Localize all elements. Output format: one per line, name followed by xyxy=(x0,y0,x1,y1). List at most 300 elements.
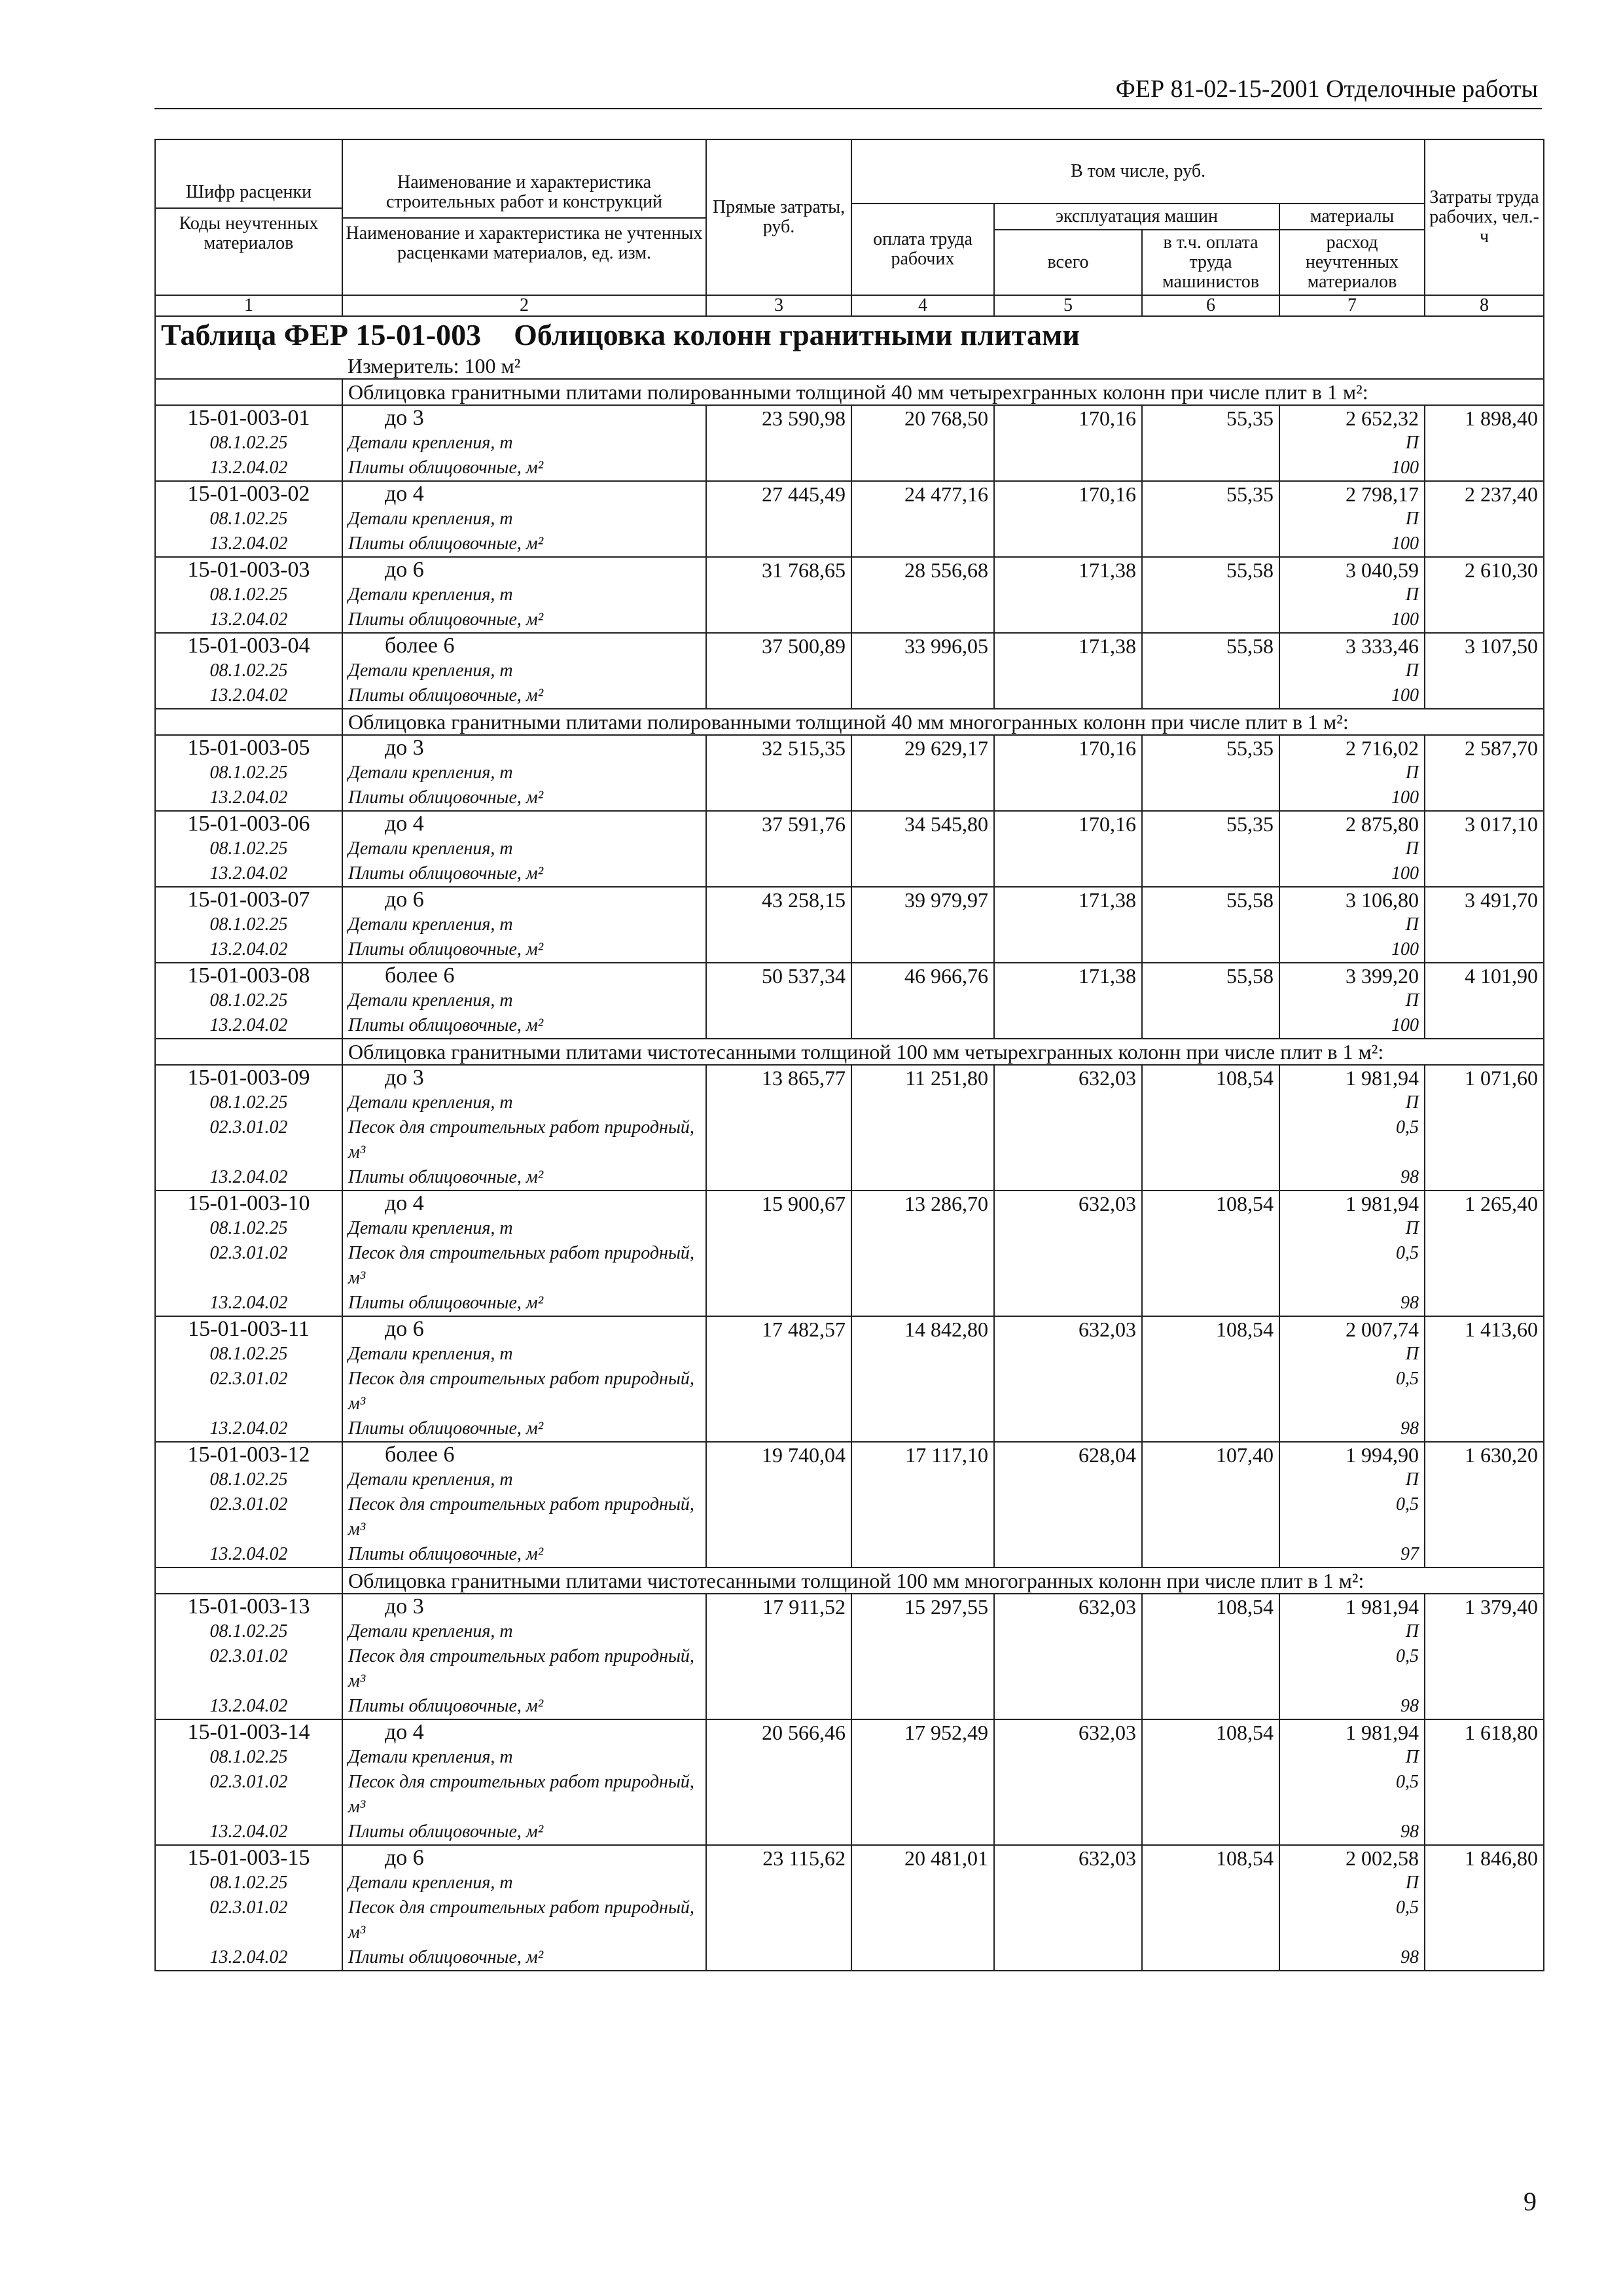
material-code: 08.1.02.25 xyxy=(209,914,288,935)
rate-work-name: до 3 xyxy=(385,736,424,760)
machines-wages-cost: 55,35 xyxy=(1142,481,1279,557)
rate-row xyxy=(155,1316,1544,1442)
material-quantity: П xyxy=(1405,838,1419,859)
header-materials-consumption: расход неучтенных материалов xyxy=(1279,230,1425,295)
material-code: 13.2.04.02 xyxy=(209,1015,288,1035)
labor-cost: 1 618,80 xyxy=(1425,1719,1544,1845)
material-quantity: 98 xyxy=(1400,1293,1419,1313)
header-machines-total: всего xyxy=(994,230,1142,295)
direct-cost: 37 500,89 xyxy=(706,633,851,709)
material-name: Детали крепления, т xyxy=(348,1092,513,1113)
rate-row xyxy=(155,405,1544,481)
material-quantity: П xyxy=(1405,433,1419,453)
rate-name-cell xyxy=(342,963,706,1039)
material-name: Детали крепления, т xyxy=(348,1218,513,1238)
rate-name-cell xyxy=(342,887,706,963)
materials-cost: 3 106,80 xyxy=(1346,888,1419,912)
material-name: Плиты облицовочные, м² xyxy=(348,939,544,960)
rate-name-cell xyxy=(342,1442,706,1568)
rate-code: 15-01-003-02 xyxy=(187,482,310,506)
rate-code: 15-01-003-15 xyxy=(187,1846,310,1870)
material-quantity: 100 xyxy=(1391,685,1419,706)
material-name: Песок для строительных работ природный, м³ xyxy=(348,1897,694,1943)
material-name: Плиты облицовочные, м² xyxy=(348,1544,544,1564)
machines-wages-cost: 55,58 xyxy=(1142,633,1279,709)
material-name: Детали крепления, т xyxy=(348,1469,513,1490)
labor-cost: 4 101,90 xyxy=(1425,963,1544,1039)
material-code: 08.1.02.25 xyxy=(209,1873,288,1893)
rate-work-name: до 6 xyxy=(385,1846,424,1870)
machines-wages-cost: 108,54 xyxy=(1142,1719,1279,1845)
spacer xyxy=(158,1920,339,1945)
labor-cost: 3 017,10 xyxy=(1425,811,1544,887)
material-name: Детали крепления, т xyxy=(348,838,513,859)
material-code: 02.3.01.02 xyxy=(209,1243,288,1263)
material-quantity: 0,5 xyxy=(1396,1369,1419,1389)
rate-code: 15-01-003-01 xyxy=(187,406,310,430)
rate-name-cell xyxy=(342,1191,706,1316)
material-quantity: 97 xyxy=(1400,1544,1419,1564)
material-name: Плиты облицовочные, м² xyxy=(348,1696,544,1716)
materials-cost: 1 981,94 xyxy=(1346,1721,1419,1744)
rate-name-cell xyxy=(342,1316,706,1442)
rate-row xyxy=(155,963,1544,1039)
spacer xyxy=(158,1391,339,1416)
materials-cost: 2 798,17 xyxy=(1346,482,1419,506)
rate-code: 15-01-003-14 xyxy=(187,1720,310,1744)
labor-cost: 1 379,40 xyxy=(1425,1594,1544,1719)
rate-work-name: до 4 xyxy=(385,812,424,836)
material-name: Плиты облицовочные, м² xyxy=(348,1418,544,1439)
material-code: 13.2.04.02 xyxy=(209,1293,288,1313)
rate-code-cell xyxy=(155,811,342,887)
direct-cost: 17 482,57 xyxy=(706,1316,851,1442)
material-quantity: П xyxy=(1405,762,1419,783)
machines-wages-cost: 55,58 xyxy=(1142,557,1279,633)
material-code: 08.1.02.25 xyxy=(209,509,288,529)
labor-cost: 2 587,70 xyxy=(1425,735,1544,811)
material-quantity: 0,5 xyxy=(1396,1772,1419,1792)
section-row xyxy=(155,1039,1544,1065)
table-header xyxy=(155,139,1544,316)
labor-cost: 3 107,50 xyxy=(1425,633,1544,709)
header-code-cell xyxy=(155,139,342,295)
material-code: 08.1.02.25 xyxy=(209,1344,288,1364)
direct-cost: 32 515,35 xyxy=(706,735,851,811)
labor-cost: 3 491,70 xyxy=(1425,887,1544,963)
material-name: Плиты облицовочные, м² xyxy=(348,787,544,808)
materials-cell xyxy=(1279,1845,1425,1971)
spacer xyxy=(158,1795,339,1820)
material-name: Плиты облицовочные, м² xyxy=(348,1947,544,1967)
material-name: Песок для строительных работ природный, м³ xyxy=(348,1772,694,1817)
rate-code-cell xyxy=(155,557,342,633)
materials-cost: 2 875,80 xyxy=(1346,812,1419,836)
column-number: 4 xyxy=(851,295,994,316)
table-title-code: Таблица ФЕР 15-01-003 xyxy=(161,318,482,351)
material-code: 13.2.04.02 xyxy=(209,1418,288,1439)
measure-empty-cell xyxy=(155,353,342,379)
material-quantity: П xyxy=(1405,509,1419,529)
material-quantity: 98 xyxy=(1400,1696,1419,1716)
rate-code-cell xyxy=(155,963,342,1039)
header-rule xyxy=(154,108,1542,109)
materials-cell xyxy=(1279,811,1425,887)
material-quantity: 0,5 xyxy=(1396,1897,1419,1918)
material-quantity: П xyxy=(1405,1344,1419,1364)
material-quantity: 98 xyxy=(1400,1821,1419,1842)
material-name: Плиты облицовочные, м² xyxy=(348,457,544,478)
material-code: 02.3.01.02 xyxy=(209,1117,288,1138)
direct-cost: 50 537,34 xyxy=(706,963,851,1039)
material-code: 13.2.04.02 xyxy=(209,787,288,808)
rate-work-name: более 6 xyxy=(385,634,455,658)
machines-total-cost: 632,03 xyxy=(994,1594,1142,1719)
wages-cost: 29 629,17 xyxy=(851,735,994,811)
material-quantity: 100 xyxy=(1391,1015,1419,1035)
rate-work-name: до 3 xyxy=(385,1066,424,1090)
header-code-bottom: Коды неучтенных материалов xyxy=(179,213,319,253)
spacer xyxy=(158,1266,339,1291)
table-title-name: Облицовка колонн гранитными плитами xyxy=(514,318,1080,351)
machines-wages-cost: 55,58 xyxy=(1142,963,1279,1039)
labor-cost: 1 630,20 xyxy=(1425,1442,1544,1568)
material-code: 13.2.04.02 xyxy=(209,685,288,706)
material-name: Детали крепления, т xyxy=(348,1621,513,1641)
material-name: Детали крепления, т xyxy=(348,1873,513,1893)
machines-wages-cost: 107,40 xyxy=(1142,1442,1279,1568)
measure-row xyxy=(155,353,1544,379)
rate-row xyxy=(155,1719,1544,1845)
section-title: Облицовка гранитными плитами полированными толщиной 40 мм четырехгранных колонн при числе плит в 1 м²: xyxy=(342,379,1544,405)
rate-code-cell xyxy=(155,481,342,557)
materials-cost: 1 981,94 xyxy=(1346,1595,1419,1619)
rate-name-cell xyxy=(342,1719,706,1845)
rate-code: 15-01-003-06 xyxy=(187,812,310,836)
wages-cost: 20 768,50 xyxy=(851,405,994,481)
machines-wages-cost: 55,35 xyxy=(1142,405,1279,481)
material-quantity: П xyxy=(1405,584,1419,605)
spacer xyxy=(1285,1795,1419,1820)
direct-cost: 31 768,65 xyxy=(706,557,851,633)
rate-code-cell xyxy=(155,405,342,481)
materials-cost: 3 333,46 xyxy=(1346,634,1419,658)
machines-total-cost: 171,38 xyxy=(994,633,1142,709)
material-quantity: П xyxy=(1405,1621,1419,1641)
material-code: 02.3.01.02 xyxy=(209,1897,288,1918)
machines-wages-cost: 108,54 xyxy=(1142,1845,1279,1971)
direct-cost: 15 900,67 xyxy=(706,1191,851,1316)
wages-cost: 34 545,80 xyxy=(851,811,994,887)
section-title: Облицовка гранитными плитами полированными толщиной 40 мм многогранных колонн при числе плит в 1 м²: xyxy=(342,709,1544,735)
material-name: Детали крепления, т xyxy=(348,990,513,1011)
header-machines-wages: в т.ч. оплата труда машинистов xyxy=(1142,230,1279,295)
rate-code-cell xyxy=(155,633,342,709)
machines-total-cost: 632,03 xyxy=(994,1065,1142,1191)
machines-wages-cost: 55,58 xyxy=(1142,887,1279,963)
material-name: Плиты облицовочные, м² xyxy=(348,533,544,554)
rate-code-cell xyxy=(155,1442,342,1568)
material-name: Плиты облицовочные, м² xyxy=(348,1293,544,1313)
section-empty-cell xyxy=(155,709,342,735)
material-code: 08.1.02.25 xyxy=(209,838,288,859)
rates-table xyxy=(154,139,1544,1971)
material-code: 08.1.02.25 xyxy=(209,660,288,681)
direct-cost: 23 115,62 xyxy=(706,1845,851,1971)
wages-cost: 17 117,10 xyxy=(851,1442,994,1568)
labor-cost: 1 846,80 xyxy=(1425,1845,1544,1971)
material-name: Песок для строительных работ природный, м³ xyxy=(348,1646,694,1691)
rate-work-name: до 6 xyxy=(385,1317,424,1341)
materials-cell xyxy=(1279,887,1425,963)
material-quantity: 100 xyxy=(1391,787,1419,808)
table-title-cell xyxy=(155,316,1544,353)
material-quantity: 100 xyxy=(1391,457,1419,478)
direct-cost: 13 865,77 xyxy=(706,1065,851,1191)
material-quantity: 0,5 xyxy=(1396,1243,1419,1263)
spacer xyxy=(1285,1266,1419,1291)
rate-row xyxy=(155,1594,1544,1719)
material-code: 08.1.02.25 xyxy=(209,433,288,453)
table-title-row xyxy=(155,316,1544,353)
machines-total-cost: 170,16 xyxy=(994,405,1142,481)
rate-name-cell xyxy=(342,481,706,557)
material-code: 02.3.01.02 xyxy=(209,1772,288,1792)
column-number: 3 xyxy=(706,295,851,316)
materials-cost: 2 716,02 xyxy=(1346,736,1419,760)
header-machines: эксплуатация машин xyxy=(994,204,1279,230)
section-row xyxy=(155,709,1544,735)
section-row xyxy=(155,379,1544,405)
machines-total-cost: 628,04 xyxy=(994,1442,1142,1568)
labor-cost: 1 071,60 xyxy=(1425,1065,1544,1191)
rate-work-name: до 6 xyxy=(385,888,424,912)
column-number: 2 xyxy=(342,295,706,316)
measure-cell: Измеритель: 100 м² xyxy=(342,353,1544,379)
material-code: 08.1.02.25 xyxy=(209,1092,288,1113)
machines-wages-cost: 55,35 xyxy=(1142,735,1279,811)
material-quantity: 100 xyxy=(1391,863,1419,884)
material-name: Плиты облицовочные, м² xyxy=(348,1821,544,1842)
rate-row xyxy=(155,481,1544,557)
rate-work-name: более 6 xyxy=(385,1443,455,1467)
rate-row xyxy=(155,811,1544,887)
column-number: 8 xyxy=(1425,295,1544,316)
column-number: 7 xyxy=(1279,295,1425,316)
material-name: Детали крепления, т xyxy=(348,509,513,529)
rate-name-cell xyxy=(342,811,706,887)
spacer xyxy=(158,1669,339,1694)
rate-code: 15-01-003-08 xyxy=(187,963,310,988)
spacer xyxy=(158,1517,339,1542)
labor-cost: 2 610,30 xyxy=(1425,557,1544,633)
material-name: Детали крепления, т xyxy=(348,584,513,605)
rate-code: 15-01-003-07 xyxy=(187,888,310,912)
material-quantity: П xyxy=(1405,1218,1419,1238)
wages-cost: 14 842,80 xyxy=(851,1316,994,1442)
rate-code-cell xyxy=(155,735,342,811)
machines-total-cost: 632,03 xyxy=(994,1316,1142,1442)
document-header-title: ФЕР 81-02-15-2001 Отделочные работы xyxy=(1115,75,1538,103)
material-quantity: 98 xyxy=(1400,1418,1419,1439)
rate-work-name: до 4 xyxy=(385,1720,424,1744)
rate-code: 15-01-003-05 xyxy=(187,736,310,760)
material-quantity: П xyxy=(1405,1747,1419,1767)
rate-name-cell xyxy=(342,405,706,481)
material-quantity: 98 xyxy=(1400,1947,1419,1967)
material-code: 13.2.04.02 xyxy=(209,609,288,630)
machines-total-cost: 171,38 xyxy=(994,963,1142,1039)
material-code: 13.2.04.02 xyxy=(209,1947,288,1967)
materials-cell xyxy=(1279,1316,1425,1442)
rate-work-name: до 6 xyxy=(385,558,424,582)
material-name: Детали крепления, т xyxy=(348,1344,513,1364)
material-quantity: 100 xyxy=(1391,609,1419,630)
header-labor-costs: Затраты труда рабочих, чел.-ч xyxy=(1425,139,1544,295)
rate-code-cell xyxy=(155,887,342,963)
header-wages: оплата труда рабочих xyxy=(851,204,994,295)
material-name: Детали крепления, т xyxy=(348,762,513,783)
rate-row xyxy=(155,633,1544,709)
rate-row xyxy=(155,1191,1544,1316)
rate-row xyxy=(155,735,1544,811)
materials-cell xyxy=(1279,1191,1425,1316)
machines-total-cost: 632,03 xyxy=(994,1191,1142,1316)
material-name: Песок для строительных работ природный, м³ xyxy=(348,1494,694,1539)
machines-total-cost: 632,03 xyxy=(994,1845,1142,1971)
rate-row xyxy=(155,887,1544,963)
materials-cell xyxy=(1279,735,1425,811)
material-quantity: П xyxy=(1405,1092,1419,1113)
material-name: Детали крепления, т xyxy=(348,1747,513,1767)
wages-cost: 11 251,80 xyxy=(851,1065,994,1191)
rate-row xyxy=(155,1442,1544,1568)
materials-cell xyxy=(1279,405,1425,481)
material-quantity: 100 xyxy=(1391,939,1419,960)
material-quantity: 98 xyxy=(1400,1167,1419,1187)
wages-cost: 15 297,55 xyxy=(851,1594,994,1719)
material-quantity: 0,5 xyxy=(1396,1117,1419,1138)
rate-name-cell xyxy=(342,735,706,811)
rate-row xyxy=(155,1845,1544,1971)
rate-code-cell xyxy=(155,1845,342,1971)
materials-cost: 2 652,32 xyxy=(1346,406,1419,430)
material-code: 08.1.02.25 xyxy=(209,762,288,783)
materials-cell xyxy=(1279,1719,1425,1845)
section-empty-cell xyxy=(155,379,342,405)
material-code: 08.1.02.25 xyxy=(209,1218,288,1238)
spacer xyxy=(1285,1517,1419,1542)
machines-wages-cost: 108,54 xyxy=(1142,1316,1279,1442)
material-code: 13.2.04.02 xyxy=(209,1167,288,1187)
page-number: 9 xyxy=(1524,2187,1537,2216)
header-name-cell xyxy=(342,139,706,295)
machines-total-cost: 632,03 xyxy=(994,1719,1142,1845)
rate-code: 15-01-003-09 xyxy=(187,1066,310,1090)
rate-row xyxy=(155,557,1544,633)
rate-work-name: до 3 xyxy=(385,406,424,430)
material-code: 08.1.02.25 xyxy=(209,1747,288,1767)
rate-name-cell xyxy=(342,557,706,633)
rate-name-cell xyxy=(342,1594,706,1719)
spacer xyxy=(1285,1920,1419,1945)
header-including: В том числе, руб. xyxy=(851,139,1425,204)
section-row xyxy=(155,1568,1544,1594)
materials-cost: 2 002,58 xyxy=(1346,1846,1419,1870)
material-quantity: 0,5 xyxy=(1396,1646,1419,1666)
spacer xyxy=(158,1140,339,1165)
rate-name-cell xyxy=(342,633,706,709)
labor-cost: 1 265,40 xyxy=(1425,1191,1544,1316)
machines-wages-cost: 108,54 xyxy=(1142,1065,1279,1191)
material-quantity: П xyxy=(1405,990,1419,1011)
spacer xyxy=(1285,1669,1419,1694)
material-name: Песок для строительных работ природный, м³ xyxy=(348,1117,694,1162)
wages-cost: 17 952,49 xyxy=(851,1719,994,1845)
machines-total-cost: 170,16 xyxy=(994,811,1142,887)
material-name: Плиты облицовочные, м² xyxy=(348,685,544,706)
rate-work-name: до 4 xyxy=(385,1191,424,1215)
rate-name-cell xyxy=(342,1845,706,1971)
machines-total-cost: 170,16 xyxy=(994,481,1142,557)
materials-cost: 3 399,20 xyxy=(1346,964,1419,988)
material-code: 13.2.04.02 xyxy=(209,1544,288,1564)
material-name: Песок для строительных работ природный, м³ xyxy=(348,1369,694,1414)
column-number: 6 xyxy=(1142,295,1279,316)
rate-work-name: до 4 xyxy=(385,482,424,506)
material-code: 13.2.04.02 xyxy=(209,533,288,554)
section-title: Облицовка гранитными плитами чистотесанными толщиной 100 мм многогранных колонн при числе плит в 1 м²: xyxy=(342,1568,1544,1594)
header-materials: материалы xyxy=(1279,204,1425,230)
material-name: Плиты облицовочные, м² xyxy=(348,609,544,630)
material-name: Плиты облицовочные, м² xyxy=(348,863,544,884)
material-quantity: П xyxy=(1405,914,1419,935)
machines-total-cost: 171,38 xyxy=(994,557,1142,633)
material-name: Плиты облицовочные, м² xyxy=(348,1167,544,1187)
header-name-split xyxy=(343,169,705,266)
material-code: 08.1.02.25 xyxy=(209,584,288,605)
rate-code: 15-01-003-13 xyxy=(187,1594,310,1619)
materials-cell xyxy=(1279,481,1425,557)
material-name: Детали крепления, т xyxy=(348,914,513,935)
labor-cost: 1 898,40 xyxy=(1425,405,1544,481)
material-quantity: П xyxy=(1405,1469,1419,1490)
header-name-bottom: Наименование и характеристика не учтенных расценками материалов, ед. изм. xyxy=(346,223,703,263)
column-numbers-row xyxy=(155,295,1544,316)
material-code: 13.2.04.02 xyxy=(209,863,288,884)
machines-wages-cost: 108,54 xyxy=(1142,1191,1279,1316)
spacer xyxy=(1285,1391,1419,1416)
materials-cost: 1 994,90 xyxy=(1346,1443,1419,1467)
machines-total-cost: 170,16 xyxy=(994,735,1142,811)
rate-name-cell xyxy=(342,1065,706,1191)
material-code: 08.1.02.25 xyxy=(209,1469,288,1490)
header-code-top: Шифр расценки xyxy=(156,179,342,209)
direct-cost: 23 590,98 xyxy=(706,405,851,481)
rate-work-name: более 6 xyxy=(385,963,455,988)
rate-work-name: до 3 xyxy=(385,1594,424,1619)
rate-code-cell xyxy=(155,1065,342,1191)
material-code: 08.1.02.25 xyxy=(209,1621,288,1641)
rate-code-cell xyxy=(155,1316,342,1442)
direct-cost: 19 740,04 xyxy=(706,1442,851,1568)
machines-wages-cost: 55,35 xyxy=(1142,811,1279,887)
material-quantity: 100 xyxy=(1391,533,1419,554)
rate-code-cell xyxy=(155,1191,342,1316)
materials-cell xyxy=(1279,633,1425,709)
material-code: 13.2.04.02 xyxy=(209,1696,288,1716)
materials-cost: 3 040,59 xyxy=(1346,558,1419,582)
